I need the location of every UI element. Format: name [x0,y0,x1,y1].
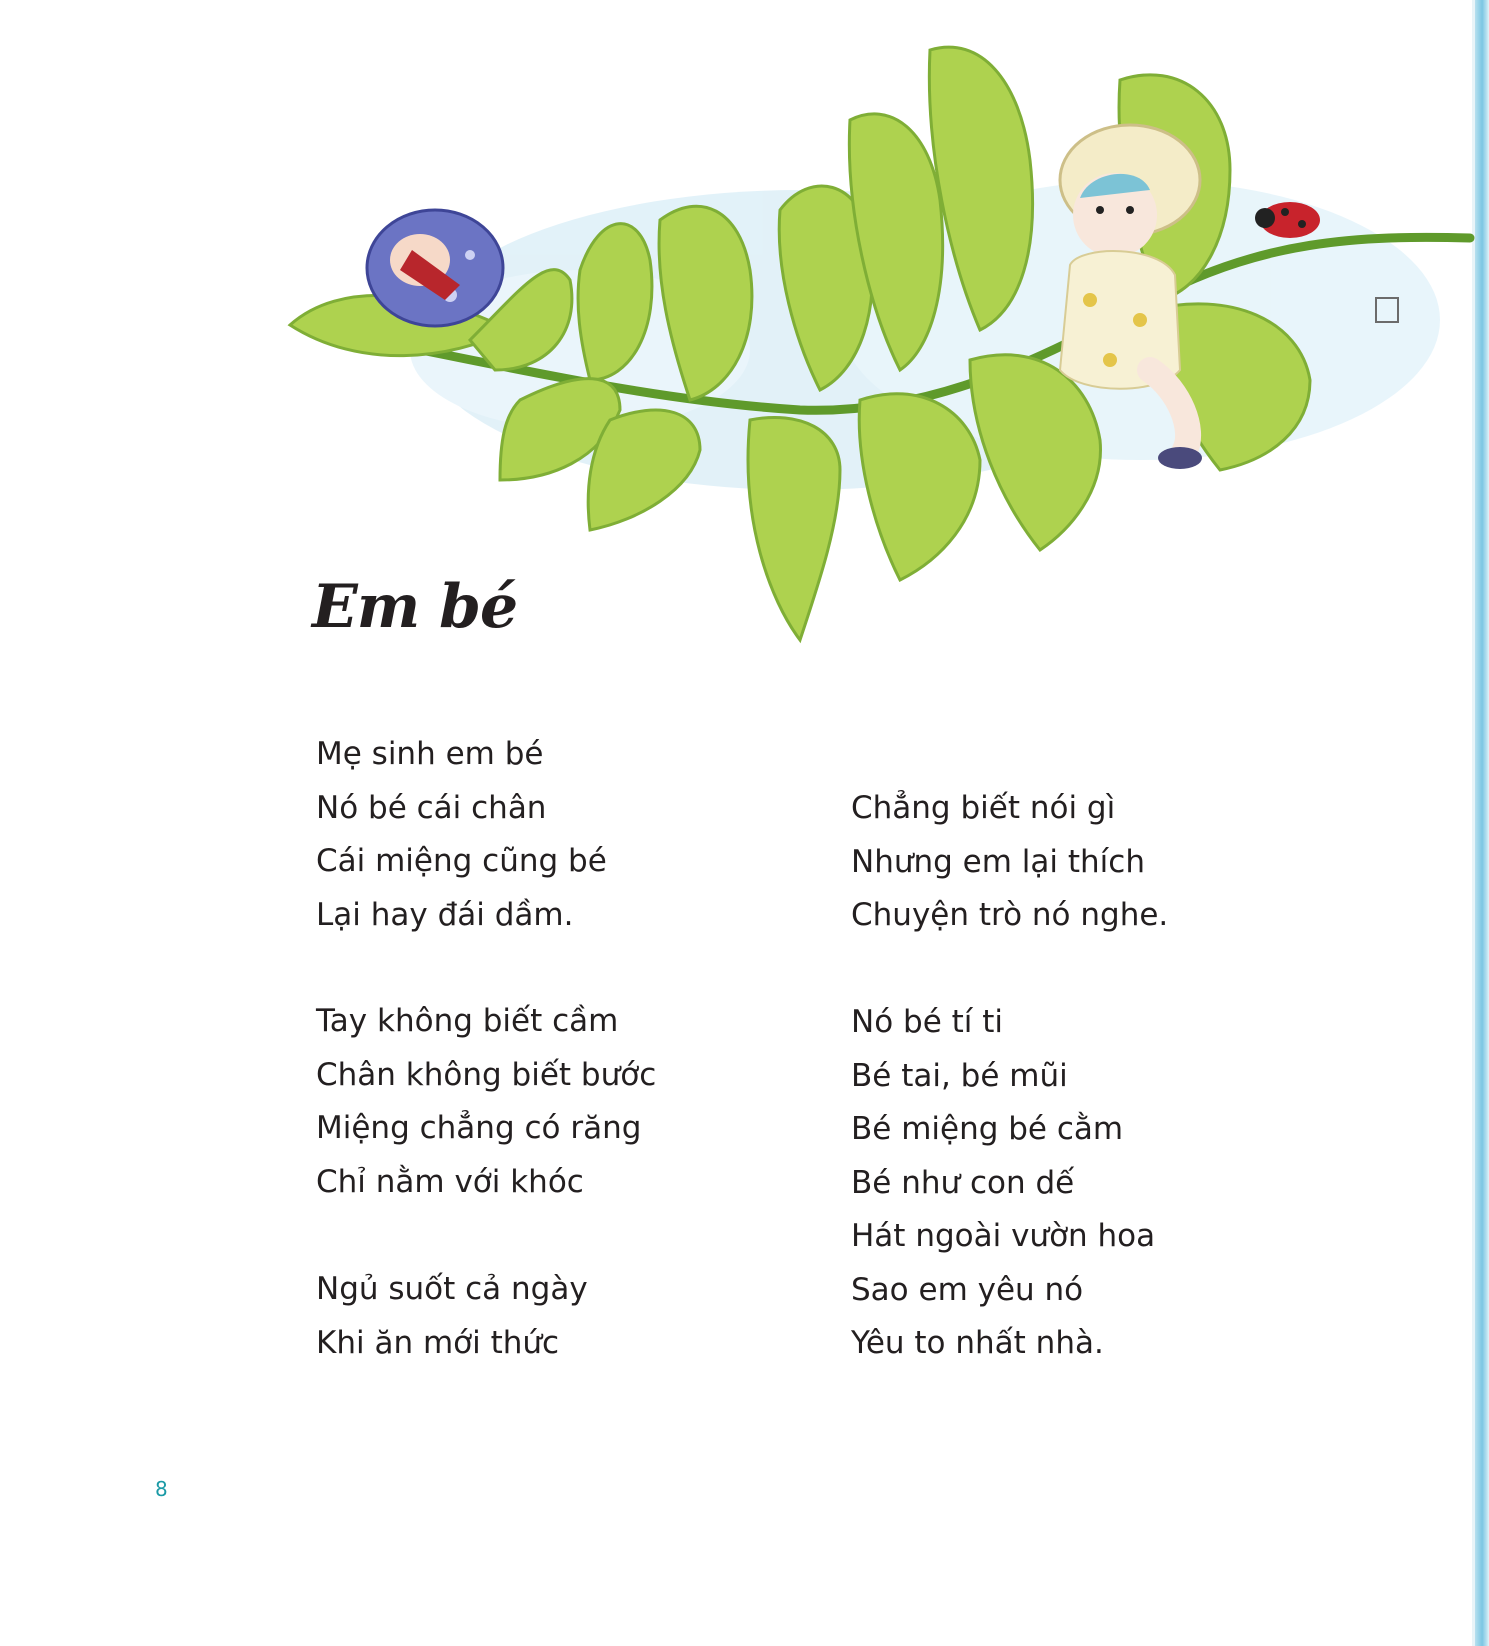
stanza-left-2 [316,995,656,1209]
poem-line: Khi ăn mới thức [316,1324,560,1361]
poem-line: Ngủ suốt cả ngày [316,1271,588,1307]
poem-line: Chẳng biết nói gì [851,790,1116,826]
poem-line: Cái miệng cũng bé [316,843,607,879]
stanza-right-1 [851,782,1168,943]
poem-line: Mẹ sinh em bé [316,736,544,772]
swaddled-baby-figure [367,210,503,326]
poem-line: Tay không biết cầm [316,1003,619,1039]
poem-line: Yêu to nhất nhà. [851,1325,1104,1361]
poem-line: Bé miệng bé cằm [851,1111,1124,1147]
poem-line: Chân không biết bước [316,1056,657,1093]
poem-line: Lại hay đái dầm. [316,896,574,933]
stanza-right-2 [851,996,1155,1371]
poem-line: Nó bé tí ti [851,1004,1004,1040]
stanza-left-1 [316,728,607,942]
stanza-left-3 [316,1263,588,1370]
poem-line: Miệng chẳng có răng [316,1110,642,1146]
poem-line: Hát ngoài vườn hoa [851,1218,1156,1254]
page-number: 8 [155,1477,168,1501]
poem-line: Bé như con dế [851,1164,1075,1201]
poem-line: Sao em yêu nó [851,1271,1084,1308]
poem-line: Chỉ nằm với khóc [316,1163,584,1200]
poem-line: Bé tai, bé mũi [851,1057,1068,1094]
poem-line: Nhưng em lại thích [851,843,1145,880]
poem-title: Em bé [312,572,518,642]
poem-line: Chuyện trò nó nghe. [851,897,1169,933]
poem-line: Nó bé cái chân [316,789,547,826]
